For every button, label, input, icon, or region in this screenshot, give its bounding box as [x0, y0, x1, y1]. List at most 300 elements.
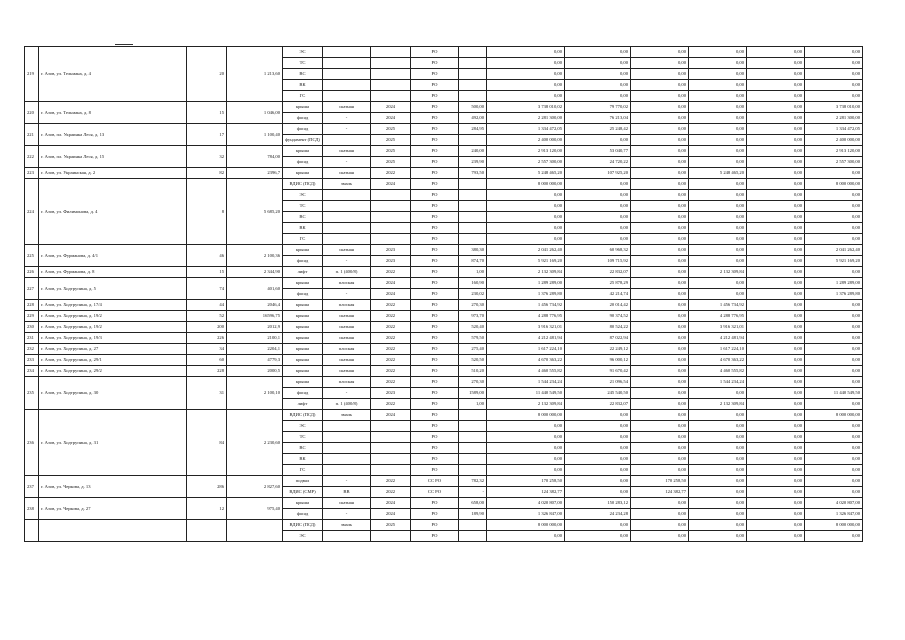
cell-c2: 0,00 [631, 278, 689, 289]
cell-type [323, 531, 371, 542]
cell-type: скатная [323, 333, 371, 344]
cell-qty: 275,40 [459, 344, 487, 355]
cell-type: скатная [323, 245, 371, 256]
cell-qty [459, 234, 487, 245]
table-row [25, 179, 863, 190]
cell-qty [459, 80, 487, 91]
cell-c2: 0,00 [631, 47, 689, 58]
cell-floors: 60 [187, 355, 227, 366]
cell-floors: 84 [187, 410, 227, 476]
cell-total: 2 400 000,00 [487, 135, 565, 146]
cell-total: 1 289 289,00 [487, 278, 565, 289]
cell-c4: 0,00 [747, 454, 805, 465]
cell-c3: 0,00 [689, 289, 747, 300]
cell-c5: 2 041 262,40 [805, 245, 863, 256]
cell-year [371, 443, 411, 454]
cell-work: ВК [283, 223, 323, 234]
cell-c5: 1 334 472,05 [805, 124, 863, 135]
cell-c4: 0,00 [747, 399, 805, 410]
cell-c1: 0,00 [565, 487, 631, 498]
cell-total: 170 258,50 [487, 476, 565, 487]
cell-c4: 0,00 [747, 300, 805, 311]
cell-c2: 170 258,50 [631, 476, 689, 487]
cell-type [323, 421, 371, 432]
cell-c1: 24 234,28 [565, 509, 631, 520]
table-row [25, 377, 863, 388]
cell-c2: 0,00 [631, 234, 689, 245]
cell-work: крыша [283, 300, 323, 311]
cell-c3: 0,00 [689, 223, 747, 234]
cell-c4: 0,00 [747, 366, 805, 377]
cell-c5: 1 376 289,80 [805, 289, 863, 300]
cell-type [323, 47, 371, 58]
cell-area: 5 685,20 [227, 179, 283, 245]
cell-c1: 0,00 [565, 201, 631, 212]
cell-c4: 0,00 [747, 113, 805, 124]
cell-c2: 0,00 [631, 388, 689, 399]
cell-qty: 520,40 [459, 322, 487, 333]
cell-floors: 74 [187, 278, 227, 300]
cell-c3: 0,00 [689, 58, 747, 69]
cell-qty [459, 201, 487, 212]
cell-type: эмаль [323, 410, 371, 421]
cell-c3: 0,00 [689, 102, 747, 113]
cell-unit: РО [411, 311, 459, 322]
cell-c2: 0,00 [631, 157, 689, 168]
cell-c3: 0,00 [689, 146, 747, 157]
cell-floors: 8 [187, 179, 227, 245]
cell-type: - [323, 113, 371, 124]
cell-num: 223 [25, 168, 39, 179]
cell-unit: РО [411, 223, 459, 234]
cell-c2: 0,00 [631, 135, 689, 146]
cell-c5: 8 000 000,00 [805, 179, 863, 190]
cell-work: крыша [283, 344, 323, 355]
cell-unit: РО [411, 465, 459, 476]
cell-c3: 0,00 [689, 179, 747, 190]
cell-address: г. Азов, ул. Филимонова, д. 4 [39, 179, 187, 245]
cell-year [371, 234, 411, 245]
cell-c4: 0,00 [747, 124, 805, 135]
cell-c2: 0,00 [631, 410, 689, 421]
cell-work: фасад [283, 256, 323, 267]
cell-c5: 8 000 000,00 [805, 520, 863, 531]
cell-num: 234 [25, 366, 39, 377]
cell-num: 219 [25, 47, 39, 102]
cell-work: ВДИС (ПСД) [283, 410, 323, 421]
cell-c3: 1 617 224,10 [689, 344, 747, 355]
cell-work: ТС [283, 201, 323, 212]
cell-c1: 0,00 [565, 531, 631, 542]
cell-area: 784,00 [227, 146, 283, 168]
cell-c1: 22 249,12 [565, 344, 631, 355]
cell-qty: 230,02 [459, 289, 487, 300]
cell-unit: РО [411, 432, 459, 443]
cell-work: крыша [283, 333, 323, 344]
cell-c1: 0,00 [565, 190, 631, 201]
cell-c3: 0,00 [689, 113, 747, 124]
cell-unit: РО [411, 102, 459, 113]
cell-work: крыша [283, 377, 323, 388]
cell-c3: 0,00 [689, 421, 747, 432]
cell-c1: 25 878,29 [565, 278, 631, 289]
cell-c1: 25 248,42 [565, 124, 631, 135]
cell-floors: 200 [187, 322, 227, 333]
cell-c4: 0,00 [747, 520, 805, 531]
cell-c5: 0,00 [805, 58, 863, 69]
cell-c4: 0,00 [747, 157, 805, 168]
table-row [25, 355, 863, 366]
cell-work: крыша [283, 146, 323, 157]
cell-num: 229 [25, 311, 39, 322]
cell-type [323, 223, 371, 234]
cell-work: ЭС [283, 190, 323, 201]
cell-year: 2022 [371, 300, 411, 311]
cell-work: ВС [283, 212, 323, 223]
cell-unit: РО [411, 190, 459, 201]
cell-unit: РО [411, 256, 459, 267]
cell-num: 221 [25, 124, 39, 146]
cell-year [371, 531, 411, 542]
cell-qty [459, 465, 487, 476]
cell-qty [459, 410, 487, 421]
cell-qty [459, 212, 487, 223]
cell-qty: 973,70 [459, 311, 487, 322]
cell-qty [459, 69, 487, 80]
cell-c1: 0,00 [565, 47, 631, 58]
cell-unit: РО [411, 443, 459, 454]
cell-year: 2025 [371, 124, 411, 135]
cell-c5: 0,00 [805, 47, 863, 58]
cell-floors: 12 [187, 498, 227, 520]
cell-type: - [323, 476, 371, 487]
cell-c1: 245 540,50 [565, 388, 631, 399]
cell-year [371, 190, 411, 201]
cell-year: 2023 [371, 388, 411, 399]
cell-type [323, 69, 371, 80]
cell-c4: 0,00 [747, 212, 805, 223]
cell-year [371, 432, 411, 443]
cell-unit: РО [411, 69, 459, 80]
cell-unit: СС РО [411, 487, 459, 498]
cell-c1: 0,00 [565, 91, 631, 102]
cell-area: 2000,5 [227, 366, 283, 377]
cell-c1: 0,00 [565, 58, 631, 69]
cell-c2: 0,00 [631, 146, 689, 157]
cell-c2: 0,00 [631, 267, 689, 278]
cell-c2: 0,00 [631, 124, 689, 135]
cell-qty: 240,00 [459, 146, 487, 157]
cell-type: - [323, 157, 371, 168]
cell-total: 2 913 120,00 [487, 146, 565, 157]
cell-c1: 90 374,52 [565, 311, 631, 322]
cell-area: 16596,75 [227, 311, 283, 322]
cell-c2: 0,00 [631, 377, 689, 388]
cell-floors [187, 520, 227, 542]
cell-c4: 0,00 [747, 223, 805, 234]
cell-unit: РО [411, 146, 459, 157]
cell-total: 11 440 549,50 [487, 388, 565, 399]
cell-c5: 2 913 120,00 [805, 146, 863, 157]
cell-type: ВВ [323, 487, 371, 498]
cell-area: 4779,3 [227, 355, 283, 366]
cell-c3: 0,00 [689, 388, 747, 399]
cell-work: фундамент (ПСД) [283, 135, 323, 146]
cell-total: 0,00 [487, 432, 565, 443]
cell-c2: 0,00 [631, 300, 689, 311]
cell-qty [459, 454, 487, 465]
cell-unit: РО [411, 168, 459, 179]
cell-area [227, 520, 283, 542]
cell-qty: 380,30 [459, 245, 487, 256]
cell-c4: 0,00 [747, 278, 805, 289]
cell-c3: 0,00 [689, 190, 747, 201]
cell-c4: 0,00 [747, 201, 805, 212]
cell-floors: 34 [187, 344, 227, 355]
cell-c1: 20 014,42 [565, 300, 631, 311]
cell-c2: 0,00 [631, 322, 689, 333]
cell-year: 2022 [371, 344, 411, 355]
cell-c4: 0,00 [747, 344, 805, 355]
cell-c5: 0,00 [805, 223, 863, 234]
cell-c1: 22 832,07 [565, 267, 631, 278]
cell-c4: 0,00 [747, 531, 805, 542]
cell-unit: РО [411, 520, 459, 531]
cell-qty [459, 58, 487, 69]
cell-address: г. Азов, ул. Ходтрупина, д. 29/1 [39, 355, 187, 366]
cell-address: г. Азов, ул. Черкова, д. 13 [39, 476, 187, 498]
cell-c2: 0,00 [631, 91, 689, 102]
cell-c5: 11 440 549,50 [805, 388, 863, 399]
cell-qty: 160,90 [459, 278, 487, 289]
cell-total: 2 132 309,84 [487, 267, 565, 278]
cell-c5: 0,00 [805, 344, 863, 355]
cell-unit: РО [411, 47, 459, 58]
table-row [25, 476, 863, 487]
cell-total: 1 334 472,05 [487, 124, 565, 135]
cell-c4: 0,00 [747, 410, 805, 421]
cell-c4: 0,00 [747, 388, 805, 399]
cell-c1: 60 968,32 [565, 245, 631, 256]
cell-type: - [323, 388, 371, 399]
cell-work: крыша [283, 168, 323, 179]
cell-year: 2024 [371, 113, 411, 124]
cell-c5: 0,00 [805, 69, 863, 80]
cell-c1: 0,00 [565, 135, 631, 146]
cell-c2: 0,00 [631, 69, 689, 80]
cell-address: г. Азов, ул. Черкова, д. 27 [39, 498, 187, 520]
cell-work: лифт [283, 267, 323, 278]
cell-type: плоская [323, 300, 371, 311]
cell-c5: 0,00 [805, 267, 863, 278]
cell-qty: 793,50 [459, 168, 487, 179]
cell-c1: 0,00 [565, 476, 631, 487]
cell-unit: РО [411, 91, 459, 102]
cell-c4: 0,00 [747, 80, 805, 91]
cell-type [323, 135, 371, 146]
document-sheet [24, 46, 863, 542]
cell-qty: 284,95 [459, 124, 487, 135]
cell-c5: 0,00 [805, 355, 863, 366]
cell-qty [459, 91, 487, 102]
cell-total: 0,00 [487, 234, 565, 245]
cell-c4: 0,00 [747, 168, 805, 179]
cell-area: 1 046,00 [227, 102, 283, 124]
cell-unit: РО [411, 135, 459, 146]
cell-type: - [323, 256, 371, 267]
cell-work: крыша [283, 366, 323, 377]
cell-c5: 0,00 [805, 300, 863, 311]
cell-c4: 0,00 [747, 465, 805, 476]
cell-c1: 150 283,12 [565, 498, 631, 509]
cell-c2: 0,00 [631, 311, 689, 322]
cell-year: 2022 [371, 487, 411, 498]
cell-c3: 0,00 [689, 278, 747, 289]
cell-year: 2022 [371, 476, 411, 487]
cell-unit: РО [411, 58, 459, 69]
cell-c3: 0,00 [689, 201, 747, 212]
cell-qty [459, 531, 487, 542]
cell-c3: 0,00 [689, 47, 747, 58]
cell-total: 2 557 300,00 [487, 157, 565, 168]
cell-total: 0,00 [487, 454, 565, 465]
cell-c2: 0,00 [631, 531, 689, 542]
cell-work: крыша [283, 245, 323, 256]
cell-work: ЭС [283, 421, 323, 432]
cell-year: 2022 [371, 366, 411, 377]
cell-qty: 520,50 [459, 355, 487, 366]
cell-qty: 510,20 [459, 366, 487, 377]
cell-year: 2025 [371, 520, 411, 531]
cell-unit: РО [411, 410, 459, 421]
cell-unit: РО [411, 344, 459, 355]
cell-work: ЭС [283, 531, 323, 542]
cell-c2: 0,00 [631, 355, 689, 366]
cell-c5: 3 738 010,00 [805, 102, 863, 113]
cell-num: 222 [25, 146, 39, 168]
cell-c5: 0,00 [805, 322, 863, 333]
cell-year [371, 212, 411, 223]
cell-total: 2 281 300,00 [487, 113, 565, 124]
cell-total: 0,00 [487, 421, 565, 432]
cell-work: ВДИС (СМР) [283, 487, 323, 498]
cell-total: 0,00 [487, 47, 565, 58]
cell-floors: 228 [187, 366, 227, 377]
cell-c3: 5 248 465,20 [689, 168, 747, 179]
cell-type [323, 465, 371, 476]
cell-total: 1 326 847,00 [487, 509, 565, 520]
cell-c2: 0,00 [631, 102, 689, 113]
cell-c4: 0,00 [747, 58, 805, 69]
cell-c5: 0,00 [805, 190, 863, 201]
cell-total: 2 132 309,84 [487, 399, 565, 410]
cell-address: г. Азов, ул. Ходтрупина, д. 29/2 [39, 366, 187, 377]
cell-type: эмаль [323, 179, 371, 190]
cell-c1: 22 832,07 [565, 399, 631, 410]
cell-address: г. Азов, ул. Ходтрупина, д. 19/2 [39, 322, 187, 333]
cell-c1: 0,00 [565, 234, 631, 245]
cell-year: 2024 [371, 410, 411, 421]
cell-c5: 0,00 [805, 333, 863, 344]
cell-c5: 0,00 [805, 443, 863, 454]
cell-qty: 874,70 [459, 256, 487, 267]
cell-c3: 0,00 [689, 465, 747, 476]
cell-unit: РО [411, 80, 459, 91]
cell-c5: 0,00 [805, 91, 863, 102]
cell-address: г. Азов, ул. Ходтрупина, д. 17/4 [39, 300, 187, 311]
cell-type [323, 190, 371, 201]
cell-c5: 5 921 169,20 [805, 256, 863, 267]
cell-qty: 492,00 [459, 113, 487, 124]
cell-qty: 658,00 [459, 498, 487, 509]
cell-c4: 0,00 [747, 355, 805, 366]
cell-total: 0,00 [487, 80, 565, 91]
cell-unit: РО [411, 267, 459, 278]
cell-work: ГС [283, 234, 323, 245]
cell-c2: 0,00 [631, 421, 689, 432]
cell-year [371, 223, 411, 234]
cell-c3: 0,00 [689, 498, 747, 509]
cell-year [371, 201, 411, 212]
cell-year [371, 47, 411, 58]
cell-c1: 76 213,04 [565, 113, 631, 124]
cell-c1: 21 096,54 [565, 377, 631, 388]
cell-unit: РО [411, 234, 459, 245]
cell-address: г. Азов, ул. Ходтрупина, д. 5 [39, 278, 187, 300]
cell-c4: 0,00 [747, 322, 805, 333]
cell-c2: 0,00 [631, 212, 689, 223]
cell-qty [459, 432, 487, 443]
cell-unit: РО [411, 421, 459, 432]
table-row [25, 47, 863, 58]
cell-address [39, 520, 187, 542]
cell-c4: 0,00 [747, 498, 805, 509]
cell-qty [459, 520, 487, 531]
cell-address: г. Азов, ул. Тельмана, д. 8 [39, 102, 187, 124]
cell-total: 8 000 000,00 [487, 520, 565, 531]
cell-c2: 0,00 [631, 179, 689, 190]
cell-area: 1 100,40 [227, 124, 283, 146]
cell-c3: 0,00 [689, 234, 747, 245]
cell-qty: 270,30 [459, 377, 487, 388]
cell-c5: 2 281 300,00 [805, 113, 863, 124]
cell-type [323, 234, 371, 245]
table-row [25, 410, 863, 421]
cell-area: 2 344,90 [227, 267, 283, 278]
cell-unit: РО [411, 212, 459, 223]
cell-num: 235 [25, 377, 39, 410]
cell-c5: 0,00 [805, 377, 863, 388]
cell-address: г. Азов, ул. Ходтрупина, д. 19/3 [39, 333, 187, 344]
cell-total: 4 670 363,22 [487, 355, 565, 366]
cell-work: фасад [283, 388, 323, 399]
cell-total: 1 376 289,80 [487, 289, 565, 300]
cell-c5: 0,00 [805, 476, 863, 487]
cell-c1: 0,00 [565, 443, 631, 454]
cell-total: 8 000 000,00 [487, 179, 565, 190]
cell-total: 1 456 734,92 [487, 300, 565, 311]
cell-total: 4 288 776,95 [487, 311, 565, 322]
cell-work: ГС [283, 91, 323, 102]
cell-area: 2100,1 [227, 333, 283, 344]
cell-c4: 0,00 [747, 102, 805, 113]
cell-c4: 0,00 [747, 146, 805, 157]
cell-c4: 0,00 [747, 234, 805, 245]
cell-work: ЭС [283, 47, 323, 58]
cell-type [323, 432, 371, 443]
cell-total: 124 382,77 [487, 487, 565, 498]
cell-c4: 0,00 [747, 256, 805, 267]
